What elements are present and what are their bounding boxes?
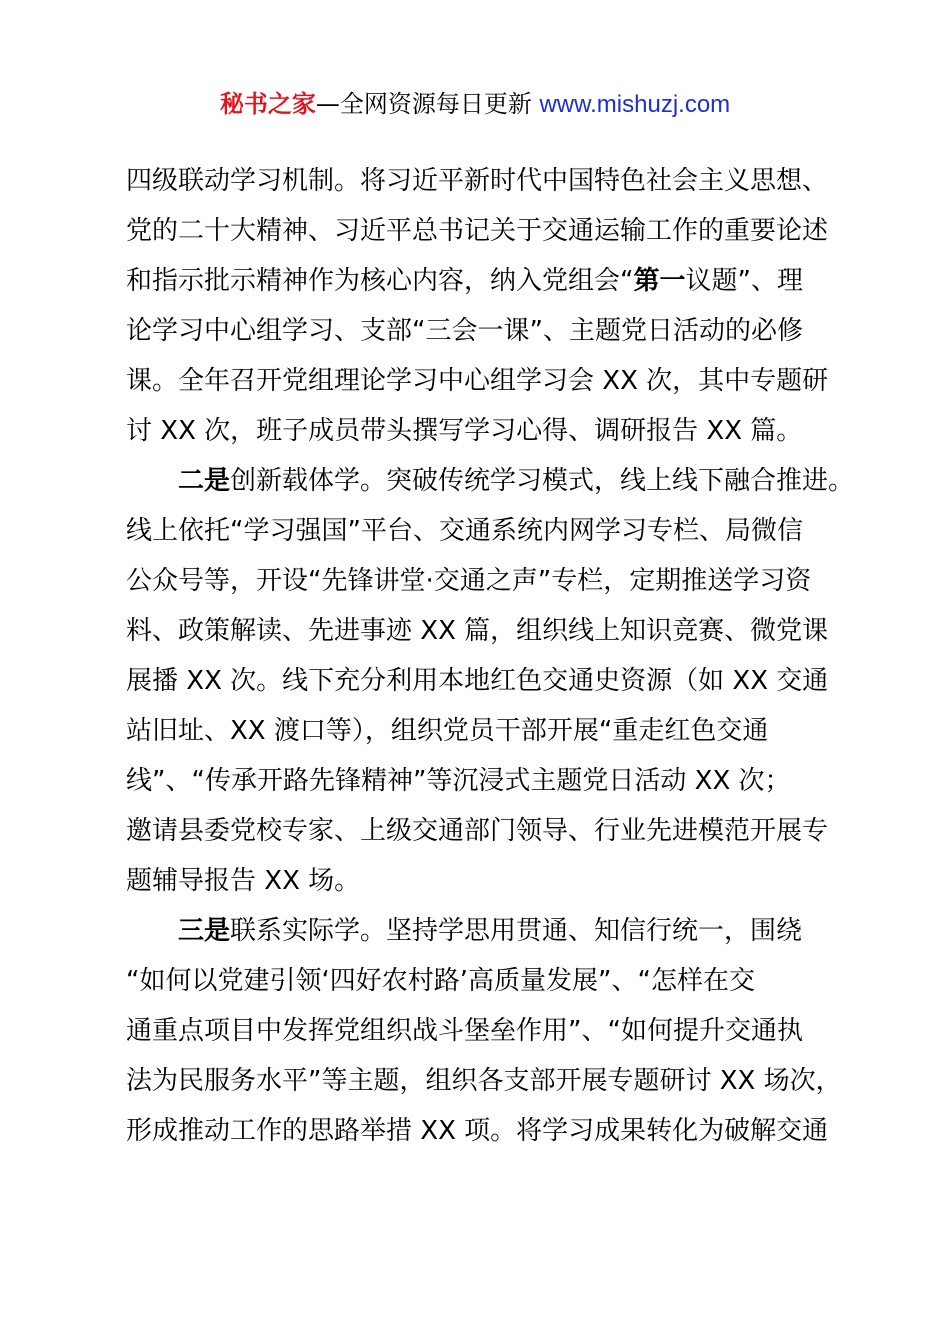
text-line: 通重点项目中发挥党组织战斗堡垒作用”、“如何提升交通执 [126,1016,803,1046]
text-line: 公众号等，开设“先锋讲堂·交通之声”专栏，定期推送学习资 [126,566,812,596]
text-line: 论学习中心组学习、支部“三会一课”、主题党日活动的必修 [126,316,803,346]
header-slogan: —全网资源每日更新 [315,90,540,118]
emphasis-text: 第一 [633,266,686,296]
text-line: 法为民服务水平”等主题，组织各支部开展专题研讨 XX 场次， [126,1066,842,1096]
paragraph-lead: 二是 [178,466,231,496]
brand-name: 秘书之家 [219,90,316,118]
text-line: 和指示批示精神作为核心内容，纳入党组会“第一议题”、理 [126,266,803,296]
text-line: 展播 XX 次。线下充分利用本地红色交通史资源（如 XX 交通 [126,666,829,696]
text-line: 站旧址、XX 渡口等），组织党员干部开展“重走红色交通 [126,716,769,746]
text-line: 三是联系实际学。坚持学思用贯通、知信行统一，围绕 [178,916,803,946]
text-line: 线”、“传承开路先锋精神”等沉浸式主题党日活动 XX 次； [126,766,791,796]
text-line: 料、政策解读、先进事迹 XX 篇，组织线上知识竞赛、微党课 [126,616,829,646]
text-line: 邀请县委党校专家、上级交通部门领导、行业先进模范开展专 [126,816,829,846]
text-line: 党的二十大精神、习近平总书记关于交通运输工作的重要论述 [126,216,829,246]
text-line: “如何以党建引领‘四好农村路’高质量发展”、“怎样在交 [126,966,755,996]
text-line: 题辅导报告 XX 场。 [126,866,361,896]
text-line: 形成推动工作的思路举措 XX 项。将学习成果转化为破解交通 [126,1116,829,1146]
paragraph [126,156,836,456]
website-url[interactable]: www.mishuzj.com [539,91,731,118]
paragraph [126,906,842,1156]
text-line: 课。全年召开党组理论学习中心组学习会 XX 次，其中专题研 [126,366,829,396]
page-header [0,86,950,123]
paragraph [126,456,855,906]
document-body [126,156,855,1156]
text-line: 四级联动学习机制。将习近平新时代中国特色社会主义思想、 [126,166,829,196]
text-line: 讨 XX 次，班子成员带头撰写学习心得、调研报告 XX 篇。 [126,416,803,446]
paragraph-lead: 三是 [178,916,231,946]
text-line: 线上依托“学习强国”平台、交通系统内网学习专栏、局微信 [126,516,803,546]
text-line: 二是创新载体学。突破传统学习模式，线上线下融合推进。 [178,466,855,496]
